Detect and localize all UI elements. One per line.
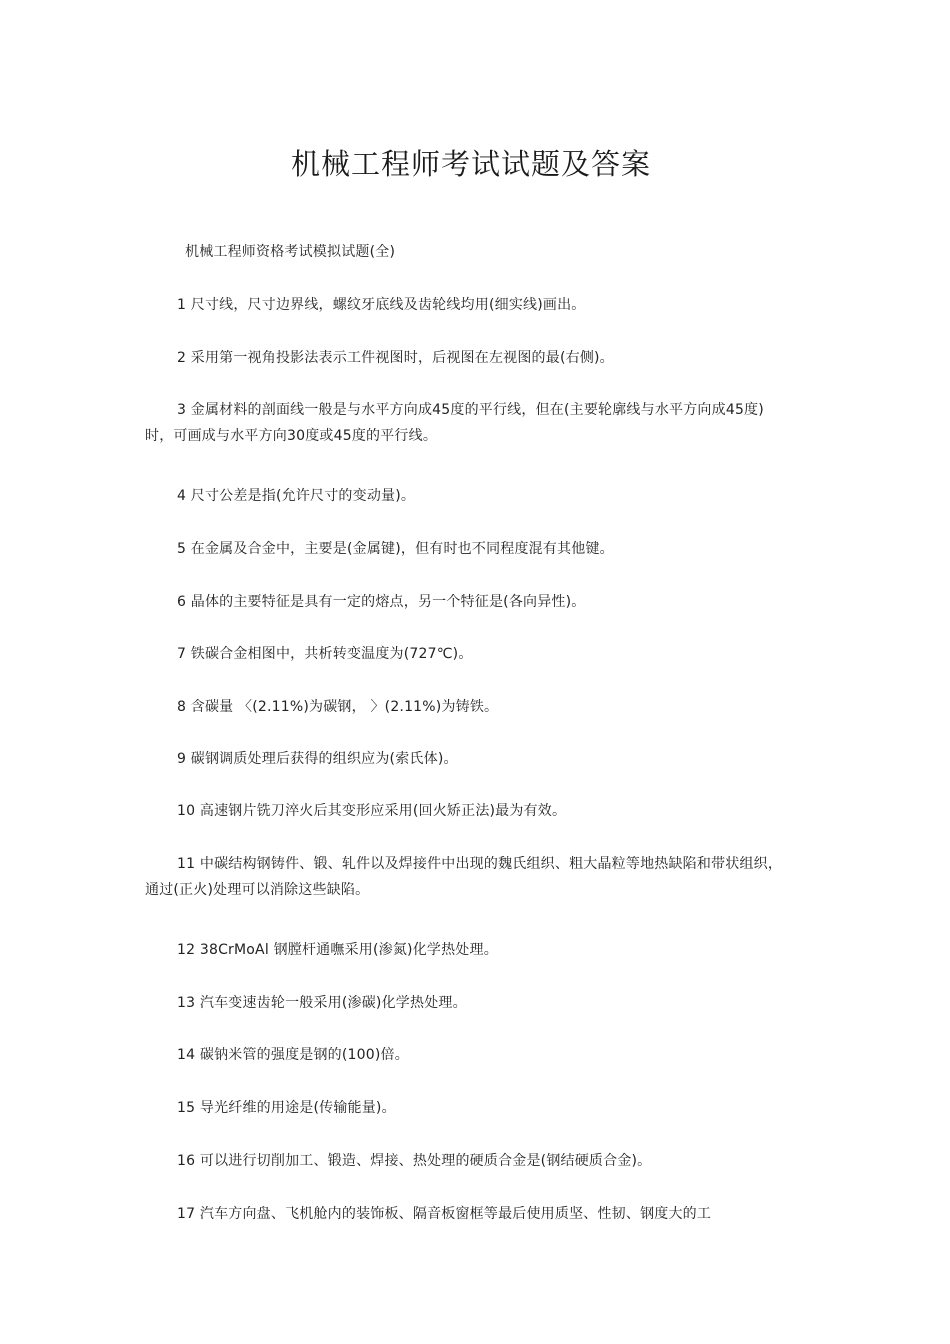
question-paragraph: 8 含碳量 〈(2.11%)为碳钢， 〉(2.11%)为铸铁。: [177, 699, 499, 715]
question-paragraph: 15 导光纤维的用途是(传输能量)。: [177, 1100, 396, 1116]
question-paragraph: 5 在金属及合金中，主要是(金属键)，但有时也不同程度混有其他键。: [177, 541, 614, 557]
question-paragraph: 6 晶体的主要特征是具有一定的熔点，另一个特征是(各向异性)。: [177, 594, 586, 610]
question-paragraph: 7 铁碳合金相图中，共析转变温度为(727℃)。: [177, 646, 473, 662]
question-paragraph: 10 高速钢片铣刀淬火后其变形应采用(回火矫正法)最为有效。: [177, 803, 567, 819]
question-paragraph: 13 汽车变速齿轮一般采用(渗碳)化学热处理。: [177, 995, 467, 1011]
question-paragraph: 9 碳钢调质处理后获得的组织应为(索氏体)。: [177, 751, 458, 767]
question-paragraph: 16 可以进行切削加工、锻造、焊接、热处理的硬质合金是(钢结硬质合金)。: [177, 1153, 652, 1169]
question-paragraph: 1 尺寸线，尺寸边界线，螺纹牙底线及齿轮线均用(细实线)画出。: [177, 297, 586, 313]
question-paragraph: 4 尺寸公差是指(允许尺寸的变动量)。: [177, 488, 416, 504]
question-paragraph: 17 汽车方向盘、飞机舱内的装饰板、隔音板窗框等最后使用质坚、性韧、钢度大的工: [177, 1206, 712, 1222]
document-subtitle: 机械工程师资格考试模拟试题(全): [185, 244, 396, 260]
question-paragraph: 14 碳钠米管的强度是钢的(100)倍。: [177, 1047, 409, 1063]
document-title: 机械工程师考试试题及答案: [290, 147, 651, 181]
question-paragraph: 3 金属材料的剖面线一般是与水平方向成45度的平行线，但在(主要轮廓线与水平方向成45度)时，可画成与水平方向30度或45度的平行线。: [145, 402, 764, 444]
question-paragraph: 2 采用第一视角投影法表示工件视图时，后视图在左视图的最(右侧)。: [177, 350, 614, 366]
question-paragraph: 11 中碳结构钢铸件、锻、轧件以及焊接件中出现的魏氏组织、粗大晶粒等地热缺陷和带状组织，通过(正火)处理可以消除这些缺陷。: [145, 856, 783, 898]
question-paragraph: 12 38CrMoAl 钢膛杆通嘸采用(渗氮)化学热处理。: [177, 942, 498, 958]
